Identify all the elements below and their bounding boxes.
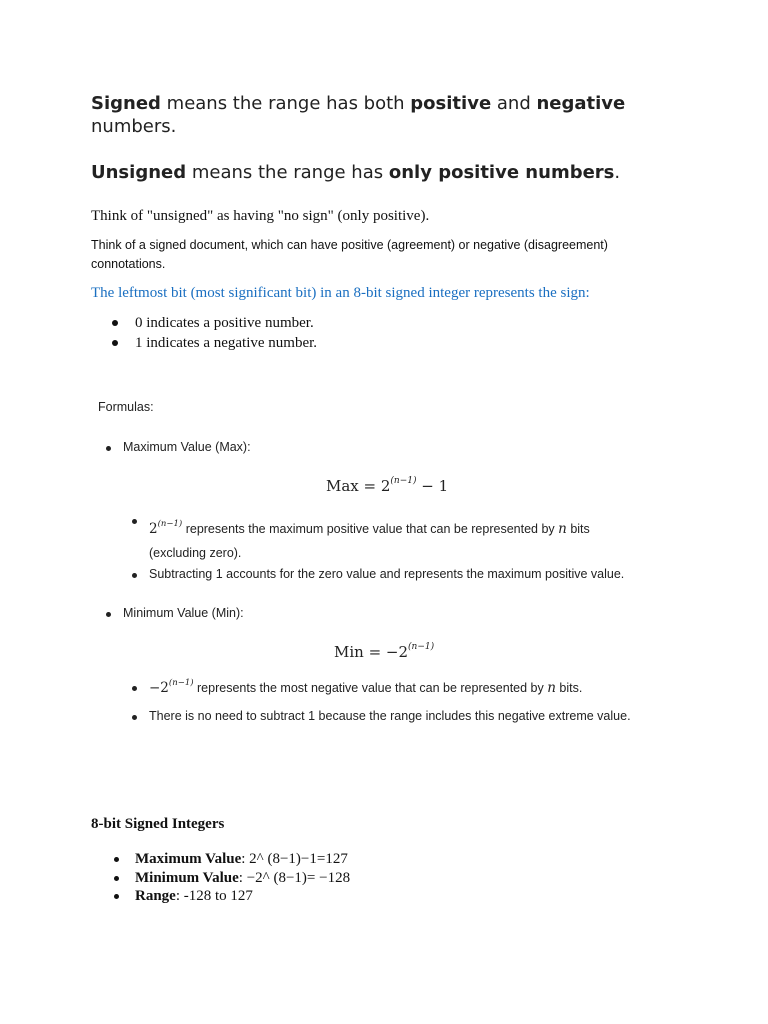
- min-explanation-2: There is no need to subtract 1 because the range includes this negative extreme value.: [149, 709, 631, 723]
- min-explanation-text-2: bits.: [555, 681, 583, 695]
- bullet-icon: [106, 446, 111, 451]
- list-item-label: Minimum Value: [135, 869, 239, 886]
- inline-math-exponent: (n−1): [157, 519, 183, 529]
- inline-math-exponent: (n−1): [168, 678, 194, 688]
- max-formula-rhs: − 1: [416, 477, 449, 495]
- signed-definition: [91, 92, 711, 138]
- max-formula-lhs: Max = 2: [326, 477, 391, 495]
- signed-text-3: numbers.: [91, 116, 177, 137]
- max-explanation-2: Subtracting 1 accounts for the zero value and represents the maximum positive value.: [149, 567, 625, 581]
- bullet-icon: [114, 876, 119, 881]
- max-explanation-text: represents the maximum positive value that can be represented by: [182, 522, 559, 536]
- list-item: [112, 313, 317, 333]
- max-explanation-1: [149, 512, 629, 565]
- positive-term: positive: [410, 93, 492, 114]
- list-item-label: Maximum Value: [135, 851, 242, 867]
- bullet-icon: [132, 715, 137, 720]
- list-item-value: : -128 to 127: [175, 888, 253, 904]
- list-item-value: : 2^ (8−1)−1=127: [241, 851, 348, 867]
- bullet-icon: [132, 573, 137, 578]
- eight-bit-list: [112, 850, 350, 906]
- signed-text-1: means the range has both: [160, 93, 411, 114]
- bullet-icon: [132, 519, 137, 524]
- bullet-icon: [112, 320, 118, 326]
- eight-bit-heading: 8-bit Signed Integers: [91, 816, 225, 832]
- sign-bit-list: [112, 313, 317, 353]
- max-explanation-text-2: bits (excluding zero).: [149, 522, 590, 560]
- think-unsigned-paragraph: Think of "unsigned" as having "no sign" (only positive).: [91, 208, 430, 224]
- only-positive-term: only positive numbers: [388, 162, 615, 183]
- bullet-icon: [112, 340, 118, 346]
- list-item-text: 0 indicates a positive number.: [135, 315, 314, 331]
- inline-var: n: [558, 521, 567, 537]
- min-formula: [334, 642, 434, 661]
- list-item-label: Range: [135, 888, 176, 904]
- unsigned-definition: [91, 161, 711, 184]
- bullet-icon: [114, 857, 119, 862]
- list-item: [112, 850, 350, 869]
- min-value-label: Minimum Value (Min):: [123, 606, 244, 620]
- min-formula-lhs: Min = −2: [334, 643, 409, 661]
- inline-math: −2: [149, 680, 169, 696]
- max-value-label: Maximum Value (Max):: [123, 440, 251, 454]
- inline-var: n: [547, 680, 556, 696]
- min-formula-exponent: (n−1): [408, 642, 435, 652]
- list-item: [112, 887, 350, 906]
- inline-math: 2: [149, 521, 158, 537]
- think-signed-paragraph: Think of a signed document, which can have positive (agreement) or negative (disagreement) connotations.: [91, 238, 608, 271]
- min-explanation-1: [149, 678, 582, 696]
- negative-term: negative: [536, 93, 626, 114]
- max-formula-exponent: (n−1): [390, 476, 417, 486]
- unsigned-term: Unsigned: [91, 162, 187, 183]
- list-item-text: 1 indicates a negative number.: [135, 335, 318, 351]
- signed-term: Signed: [91, 93, 161, 114]
- list-item: [112, 333, 317, 353]
- leftmost-bit-paragraph: The leftmost bit (most significant bit) in an 8-bit signed integer represents the sign:: [91, 285, 590, 301]
- formulas-title: Formulas:: [98, 400, 154, 414]
- unsigned-text-1: means the range has: [186, 162, 389, 183]
- list-item-value: : −2^ (8−1)= −128: [238, 869, 351, 886]
- min-explanation-text: represents the most negative value that can be represented by: [193, 681, 548, 695]
- unsigned-text-2: .: [614, 162, 621, 183]
- max-formula: [326, 476, 448, 495]
- bullet-icon: [106, 612, 111, 617]
- bullet-icon: [114, 894, 119, 899]
- signed-text-2: and: [491, 93, 537, 114]
- list-item: [112, 869, 350, 888]
- bullet-icon: [132, 686, 137, 691]
